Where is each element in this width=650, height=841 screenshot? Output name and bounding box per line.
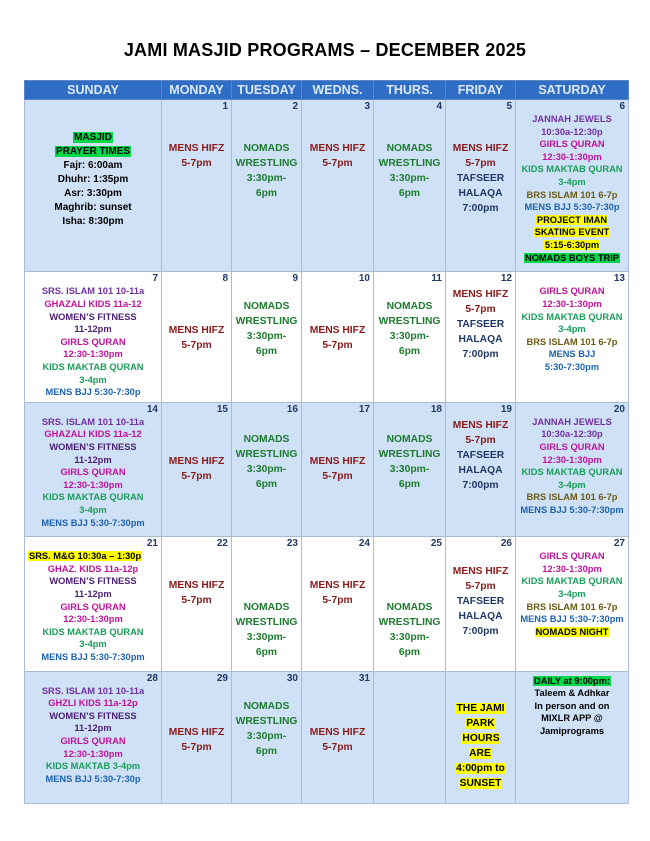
event-girls-quran: GIRLS QURAN bbox=[539, 442, 605, 453]
park-hours-line-3: HOURS ARE bbox=[462, 732, 500, 759]
event-kids-maktab: KIDS MAKTAB QURAN bbox=[521, 164, 623, 175]
event-time: 11-12pm bbox=[74, 589, 112, 599]
week-row-1 bbox=[25, 100, 629, 272]
event-nomads: NOMADS bbox=[386, 602, 433, 614]
event-wrestling: WRESTLING bbox=[378, 158, 441, 169]
day-number: 25 bbox=[430, 538, 442, 550]
day-number: 5 bbox=[506, 101, 512, 112]
day-cell-26 bbox=[446, 537, 516, 671]
day-cell-16 bbox=[232, 402, 302, 536]
day-number: 9 bbox=[292, 273, 298, 285]
header-wednesday: WEDNS. bbox=[302, 81, 374, 100]
event-time: 3:30pm- bbox=[246, 730, 287, 742]
event-mens-hifz: MENS HIFZ bbox=[452, 566, 509, 578]
event-srs-islam: SRS. ISLAM 101 10-11a bbox=[41, 416, 145, 427]
daily-note-heading: DAILY at 9:00pm: bbox=[534, 675, 610, 686]
day-number: 24 bbox=[358, 538, 370, 550]
day-number: 22 bbox=[216, 538, 228, 550]
event-nomads-boys-trip: NOMADS BOYS TRIP bbox=[524, 252, 619, 263]
day-cell-25 bbox=[374, 537, 446, 671]
day-cell-empty bbox=[374, 671, 446, 803]
event-nomads: NOMADS bbox=[243, 301, 290, 313]
event-time: 7:00pm bbox=[462, 626, 499, 638]
event-time: 6pm bbox=[255, 188, 278, 199]
event-time: 6pm bbox=[255, 745, 278, 757]
event-time: 11-12pm bbox=[74, 454, 112, 465]
event-time: 12:30-1:30pm bbox=[63, 614, 123, 625]
day-number: 7 bbox=[152, 273, 158, 285]
event-time: 5:30-7:30pm bbox=[544, 362, 600, 373]
header-friday: FRIDAY bbox=[446, 81, 516, 100]
event-time: 3-4pm bbox=[79, 505, 107, 515]
event-time: 3:30pm- bbox=[389, 173, 430, 184]
day-cell-4 bbox=[374, 100, 446, 272]
event-mens-hifz: MENS HIFZ bbox=[168, 726, 225, 738]
event-tafseer: TAFSEER bbox=[456, 173, 505, 184]
day-cell-17 bbox=[302, 402, 374, 536]
event-time: 5-7pm bbox=[322, 340, 353, 352]
event-wrestling: WRESTLING bbox=[235, 617, 298, 629]
event-time: 5:15-6:30pm bbox=[544, 239, 600, 250]
day-cell-12 bbox=[446, 272, 516, 402]
header-tuesday: TUESDAY bbox=[232, 81, 302, 100]
weekday-header-row bbox=[25, 81, 629, 100]
event-kids-maktab: KIDS MAKTAB 3-4pm bbox=[45, 761, 141, 772]
event-time: 5-7pm bbox=[181, 741, 212, 753]
day-cell-13 bbox=[516, 272, 629, 402]
day-number: 28 bbox=[146, 672, 158, 684]
event-time: 3-4pm bbox=[558, 324, 586, 335]
event-ghazali-kids: GHAZALI KIDS 11a-12 bbox=[44, 299, 142, 310]
day-number: 26 bbox=[500, 538, 512, 550]
day-cell-18 bbox=[374, 402, 446, 536]
week-row-2 bbox=[25, 272, 629, 402]
event-time: 3:30pm- bbox=[389, 632, 430, 644]
event-time: 3:30pm- bbox=[246, 463, 287, 475]
day-cell-20 bbox=[516, 402, 629, 536]
event-kids-maktab: KIDS MAKTAB QURAN bbox=[42, 626, 144, 637]
event-halaqa: HALAQA bbox=[458, 188, 503, 199]
event-mens-hifz: MENS HIFZ bbox=[452, 419, 509, 431]
event-skating: SKATING EVENT bbox=[534, 227, 610, 238]
week-row-5 bbox=[25, 671, 629, 803]
event-halaqa: HALAQA bbox=[458, 611, 503, 623]
day-number: 30 bbox=[286, 672, 298, 684]
header-monday: MONDAY bbox=[162, 81, 232, 100]
event-time: 7:00pm bbox=[462, 349, 499, 361]
event-girls-quran: GIRLS QURAN bbox=[60, 735, 126, 746]
event-halaqa: HALAQA bbox=[458, 334, 503, 346]
day-cell-3 bbox=[302, 100, 374, 272]
week-row-3 bbox=[25, 402, 629, 536]
event-nomads: NOMADS bbox=[243, 700, 290, 712]
event-time: 3:30pm- bbox=[246, 173, 287, 184]
day-cell-29 bbox=[162, 671, 232, 803]
event-time: 5-7pm bbox=[322, 158, 353, 169]
event-time: 12:30-1:30pm bbox=[542, 563, 602, 574]
event-nomads: NOMADS bbox=[386, 433, 433, 445]
event-ghazali-kids: GHAZ. KIDS 11a-12p bbox=[47, 563, 139, 574]
event-mens-hifz: MENS HIFZ bbox=[452, 289, 509, 301]
event-mens-bjj: MENS BJJ 5:30-7:30pm bbox=[41, 651, 145, 662]
day-number: 3 bbox=[364, 101, 370, 112]
event-mens-hifz: MENS HIFZ bbox=[309, 726, 366, 738]
daily-note-line-1: Taleem & Adhkar bbox=[534, 688, 610, 699]
header-saturday: SATURDAY bbox=[516, 81, 629, 100]
event-time: 5-7pm bbox=[181, 595, 212, 607]
header-thursday: THURS. bbox=[374, 81, 446, 100]
event-wrestling: WRESTLING bbox=[235, 715, 298, 727]
event-time: 6pm bbox=[255, 647, 278, 659]
masjid-label: MASJID bbox=[74, 132, 112, 143]
day-number: 13 bbox=[613, 273, 625, 285]
event-womens-fitness: WOMEN’S FITNESS bbox=[49, 311, 137, 322]
maghrib-time: Maghrib: sunset bbox=[54, 202, 132, 213]
event-srs-islam: SRS. ISLAM 101 10-11a bbox=[41, 685, 145, 696]
daily-note-line-3: MIXLR APP @ bbox=[541, 713, 603, 724]
dhuhr-time: Dhuhr: 1:35pm bbox=[57, 174, 129, 185]
day-cell-prayer-times bbox=[25, 100, 162, 272]
event-girls-quran: GIRLS QURAN bbox=[60, 336, 126, 347]
day-number: 15 bbox=[216, 403, 228, 415]
event-time: 3-4pm bbox=[558, 589, 586, 599]
day-cell-2 bbox=[232, 100, 302, 272]
day-number: 8 bbox=[222, 273, 228, 285]
event-kids-maktab: KIDS MAKTAB QURAN bbox=[521, 311, 623, 322]
fajr-time: Fajr: 6:00am bbox=[63, 160, 123, 171]
event-mens-bjj: MENS BJJ 5:30-7:30pm bbox=[41, 517, 145, 528]
event-mens-bjj: MENS BJJ 5:30-7:30pm bbox=[520, 614, 624, 625]
event-girls-quran: GIRLS QURAN bbox=[60, 601, 126, 612]
day-number: 27 bbox=[613, 538, 625, 550]
event-jannah-jewels: JANNAH JEWELS bbox=[532, 416, 612, 427]
event-time: 6pm bbox=[255, 346, 278, 358]
event-mens-bjj: MENS BJJ 5:30-7:30p bbox=[45, 387, 141, 398]
event-halaqa: HALAQA bbox=[458, 464, 503, 476]
day-cell-21 bbox=[25, 537, 162, 671]
event-time: 5-7pm bbox=[465, 304, 496, 316]
event-wrestling: WRESTLING bbox=[235, 448, 298, 460]
day-cell-1 bbox=[162, 100, 232, 272]
event-womens-fitness: WOMEN’S FITNESS bbox=[49, 442, 137, 453]
event-brs-islam: BRS ISLAM 101 6-7p bbox=[526, 336, 618, 347]
event-time: 3:30pm- bbox=[389, 463, 430, 475]
day-cell-8 bbox=[162, 272, 232, 402]
event-mens-hifz: MENS HIFZ bbox=[168, 455, 225, 467]
day-number: 1 bbox=[222, 101, 228, 112]
event-brs-islam: BRS ISLAM 101 6-7p bbox=[526, 189, 618, 200]
event-wrestling: WRESTLING bbox=[235, 316, 298, 328]
daily-note-line-4: Jamiprograms bbox=[539, 725, 605, 736]
event-womens-fitness: WOMEN’S FITNESS bbox=[49, 576, 137, 587]
event-time: 6pm bbox=[398, 346, 421, 358]
event-time: 3-4pm bbox=[79, 639, 107, 650]
day-cell-7 bbox=[25, 272, 162, 402]
day-number: 20 bbox=[613, 403, 625, 415]
day-cell-22 bbox=[162, 537, 232, 671]
day-cell-11 bbox=[374, 272, 446, 402]
event-time: 3-4pm bbox=[79, 374, 107, 385]
event-time: 6pm bbox=[398, 188, 421, 199]
event-mens-hifz: MENS HIFZ bbox=[309, 143, 366, 154]
event-mens-bjj: MENS BJJ 5:30-7:30pm bbox=[520, 505, 624, 515]
event-wrestling: WRESTLING bbox=[378, 448, 441, 460]
event-time: 11-12pm bbox=[74, 324, 112, 335]
event-tafseer: TAFSEER bbox=[456, 596, 505, 608]
park-hours-line-5: SUNSET bbox=[459, 777, 502, 789]
event-time: 12:30-1:30pm bbox=[63, 479, 123, 490]
event-srs-islam: SRS. ISLAM 101 10-11a bbox=[41, 286, 145, 297]
event-kids-maktab: KIDS MAKTAB QURAN bbox=[521, 467, 623, 478]
event-time: 6pm bbox=[398, 647, 421, 659]
event-mens-hifz: MENS HIFZ bbox=[452, 143, 509, 154]
event-tafseer: TAFSEER bbox=[456, 319, 505, 331]
day-number: 6 bbox=[619, 101, 625, 112]
event-time: 12:30-1:30pm bbox=[542, 454, 602, 465]
park-hours-line-2: PARK bbox=[466, 717, 495, 729]
event-time: 3-4pm bbox=[558, 176, 586, 187]
event-kids-maktab: KIDS MAKTAB QURAN bbox=[521, 576, 623, 587]
event-womens-fitness: WOMEN’S FITNESS bbox=[49, 710, 137, 721]
event-time: 3:30pm- bbox=[389, 331, 430, 343]
day-number: 14 bbox=[146, 403, 158, 415]
event-ghazali-kids: GHZLI KIDS 11a-12p bbox=[48, 698, 138, 709]
event-time: 5-7pm bbox=[322, 595, 353, 607]
event-time: 10:30a-12:30p bbox=[541, 429, 603, 440]
event-tafseer: TAFSEER bbox=[456, 449, 505, 461]
day-number: 21 bbox=[146, 538, 158, 550]
event-kids-maktab: KIDS MAKTAB QURAN bbox=[42, 492, 144, 503]
event-mens-hifz: MENS HIFZ bbox=[168, 143, 225, 154]
event-time: 3:30pm- bbox=[246, 331, 287, 343]
day-cell-10 bbox=[302, 272, 374, 402]
event-time: 5-7pm bbox=[465, 158, 496, 169]
event-kids-maktab: KIDS MAKTAB QURAN bbox=[42, 362, 144, 373]
event-time: 5-7pm bbox=[322, 470, 353, 482]
day-number: 10 bbox=[358, 273, 370, 285]
event-nomads: NOMADS bbox=[243, 143, 290, 154]
event-mens-bjj: MENS BJJ 5:30-7:30p bbox=[45, 773, 141, 784]
event-time: 3-4pm bbox=[558, 479, 586, 490]
day-number: 16 bbox=[286, 403, 298, 415]
event-time: 5-7pm bbox=[181, 340, 212, 352]
event-brs-islam: BRS ISLAM 101 6-7p bbox=[526, 492, 618, 503]
day-number: 17 bbox=[358, 403, 370, 415]
event-time: 5-7pm bbox=[465, 581, 496, 593]
event-time: 7:00pm bbox=[462, 203, 499, 214]
event-time: 5-7pm bbox=[181, 158, 212, 169]
event-girls-quran: GIRLS QURAN bbox=[539, 139, 605, 150]
day-number: 19 bbox=[500, 403, 512, 415]
day-cell-5 bbox=[446, 100, 516, 272]
event-ghazali-kids: GHAZALI KIDS 11a-12 bbox=[44, 429, 142, 440]
event-girls-quran: GIRLS QURAN bbox=[539, 286, 605, 297]
event-srs-mg: SRS. M&G 10:30a – 1:30p bbox=[29, 551, 142, 562]
day-number: 2 bbox=[292, 101, 298, 112]
event-time: 5-7pm bbox=[465, 434, 496, 446]
event-mens-hifz: MENS HIFZ bbox=[168, 580, 225, 592]
day-cell-park-hours bbox=[446, 671, 516, 803]
event-nomads: NOMADS bbox=[386, 301, 433, 313]
day-number: 11 bbox=[431, 273, 442, 285]
event-time: 6pm bbox=[398, 478, 421, 490]
event-project-iman: PROJECT IMAN bbox=[536, 214, 608, 225]
event-time: 12:30-1:30pm bbox=[63, 748, 123, 759]
header-sunday: SUNDAY bbox=[25, 81, 162, 100]
event-time: 12:30-1:30pm bbox=[542, 299, 602, 310]
event-nomads: NOMADS bbox=[386, 143, 433, 154]
event-time: 3:30pm- bbox=[246, 632, 287, 644]
day-cell-27 bbox=[516, 537, 629, 671]
day-cell-28 bbox=[25, 671, 162, 803]
isha-time: Isha: 8:30pm bbox=[62, 216, 124, 227]
event-girls-quran: GIRLS QURAN bbox=[60, 467, 126, 478]
event-jannah-jewels: JANNAH JEWELS bbox=[532, 114, 612, 124]
day-number: 18 bbox=[430, 403, 442, 415]
daily-note-line-2: In person and on bbox=[534, 700, 610, 711]
day-number: 23 bbox=[286, 538, 298, 550]
prayer-times-label: PRAYER TIMES bbox=[55, 146, 131, 157]
event-time: 6pm bbox=[255, 478, 278, 490]
day-cell-6 bbox=[516, 100, 629, 272]
event-time: 5-7pm bbox=[181, 470, 212, 482]
event-time: 7:00pm bbox=[462, 479, 499, 491]
event-wrestling: WRESTLING bbox=[378, 617, 441, 629]
day-cell-15 bbox=[162, 402, 232, 536]
day-number: 31 bbox=[358, 672, 370, 684]
event-nomads-night: NOMADS NIGHT bbox=[535, 626, 609, 637]
event-time: 12:30-1:30pm bbox=[63, 349, 123, 360]
day-cell-23 bbox=[232, 537, 302, 671]
asr-time: Asr: 3:30pm bbox=[64, 188, 122, 199]
event-time: 11-12pm bbox=[74, 723, 112, 734]
event-nomads: NOMADS bbox=[243, 602, 290, 614]
event-time: 12:30-1:30pm bbox=[542, 151, 602, 162]
event-brs-islam: BRS ISLAM 101 6-7p bbox=[526, 601, 618, 612]
event-nomads: NOMADS bbox=[243, 433, 290, 445]
page-title: JAMI MASJID PROGRAMS – DECEMBER 2025 bbox=[123, 40, 527, 60]
day-number: 12 bbox=[500, 273, 512, 285]
event-girls-quran: GIRLS QURAN bbox=[539, 551, 605, 562]
day-cell-30 bbox=[232, 671, 302, 803]
event-time: 10:30a-12:30p bbox=[541, 126, 603, 137]
calendar-table bbox=[24, 80, 629, 804]
event-wrestling: WRESTLING bbox=[378, 316, 441, 328]
park-hours-line-1: THE JAMI bbox=[456, 702, 505, 714]
event-mens-bjj: MENS BJJ bbox=[548, 349, 596, 360]
day-cell-19 bbox=[446, 402, 516, 536]
day-cell-daily-note bbox=[516, 671, 629, 803]
day-cell-9 bbox=[232, 272, 302, 402]
event-mens-hifz: MENS HIFZ bbox=[309, 455, 366, 467]
event-mens-hifz: MENS HIFZ bbox=[309, 580, 366, 592]
day-number: 4 bbox=[436, 101, 442, 112]
event-wrestling: WRESTLING bbox=[235, 158, 298, 169]
event-mens-hifz: MENS HIFZ bbox=[309, 325, 366, 337]
park-hours-line-4: 4:00pm to bbox=[456, 762, 505, 774]
event-mens-hifz: MENS HIFZ bbox=[168, 325, 225, 337]
day-cell-31 bbox=[302, 671, 374, 803]
day-cell-24 bbox=[302, 537, 374, 671]
week-row-4 bbox=[25, 537, 629, 671]
day-cell-14 bbox=[25, 402, 162, 536]
event-mens-bjj: MENS BJJ 5:30-7:30p bbox=[524, 202, 620, 213]
day-number: 29 bbox=[216, 672, 228, 684]
event-time: 5-7pm bbox=[322, 741, 353, 753]
